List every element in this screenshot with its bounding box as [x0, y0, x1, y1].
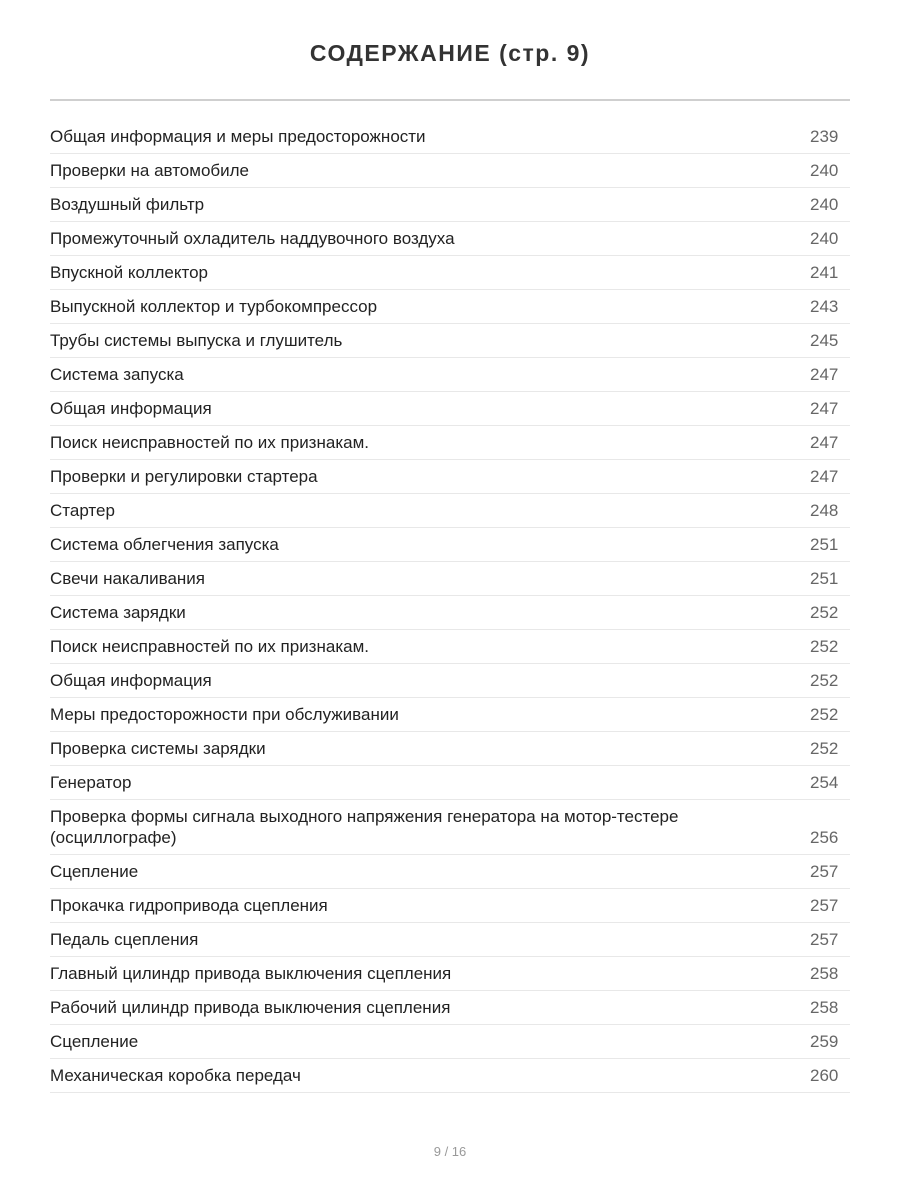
- toc-entry[interactable]: [50, 324, 850, 358]
- toc-entry[interactable]: [50, 494, 850, 528]
- toc-entry-title: Свечи накаливания: [50, 569, 205, 588]
- page-title: СОДЕРЖАНИЕ (стр. 9): [309, 40, 591, 66]
- toc-entry-title: Механическая коробка передач: [50, 1066, 301, 1085]
- toc-entry-title: Общая информация и меры предосторожности: [50, 127, 426, 146]
- toc-entry-title: Промежуточный охладитель наддувочного воздуха: [50, 229, 455, 248]
- toc-entry-title: Впускной коллектор: [50, 263, 208, 282]
- toc-entry-page: 257: [810, 930, 839, 949]
- toc-entry[interactable]: [50, 596, 850, 630]
- toc-entry[interactable]: [50, 460, 850, 494]
- toc-entry-page: 252: [810, 671, 839, 690]
- toc-entry-title: Общая информация: [50, 399, 212, 418]
- toc-entry[interactable]: [50, 698, 850, 732]
- toc-entry-page: 239: [810, 127, 839, 146]
- toc-entry[interactable]: [50, 154, 850, 188]
- toc-entry-title: Прокачка гидропривода сцепления: [50, 896, 328, 915]
- toc-entry-title: Поиск неисправностей по их признакам.: [50, 637, 369, 656]
- toc-list: [50, 120, 850, 1093]
- toc-entry-title: Система облегчения запуска: [50, 535, 279, 554]
- toc-entry-title: Меры предосторожности при обслуживании: [50, 705, 399, 724]
- toc-entry[interactable]: [50, 991, 850, 1025]
- toc-entry-title: Воздушный фильтр: [50, 195, 205, 214]
- toc-entry-page: 256: [810, 828, 839, 847]
- title-divider: [50, 99, 850, 101]
- toc-entry-page: 251: [810, 569, 839, 588]
- toc-entry-page: 257: [810, 862, 839, 881]
- toc-entry-title: Проверки и регулировки стартера: [50, 467, 318, 486]
- toc-entry[interactable]: [50, 855, 850, 889]
- toc-entry-title: Главный цилиндр привода выключения сцепления: [50, 964, 452, 983]
- toc-entry[interactable]: [50, 528, 850, 562]
- toc-entry[interactable]: [50, 392, 850, 426]
- toc-entry-page: 240: [810, 195, 839, 214]
- toc-entry-page: 248: [810, 501, 839, 520]
- toc-entry-page: 243: [810, 297, 839, 316]
- page-indicator: 9 / 16: [433, 1144, 467, 1159]
- toc-entry-page: 260: [810, 1066, 839, 1085]
- toc-entry-page: 240: [810, 229, 839, 248]
- toc-entry[interactable]: [50, 957, 850, 991]
- toc-entry-title: Система зарядки: [50, 603, 186, 622]
- toc-entry[interactable]: [50, 664, 850, 698]
- toc-entry-title: Стартер: [50, 501, 115, 520]
- toc-entry-page: 252: [810, 637, 839, 656]
- toc-entry-page: 257: [810, 896, 839, 915]
- toc-entry[interactable]: [50, 1025, 850, 1059]
- toc-entry-page: 259: [810, 1032, 839, 1051]
- toc-entry-title: Сцепление: [50, 862, 139, 881]
- toc-entry-title: Поиск неисправностей по их признакам.: [50, 433, 369, 452]
- toc-entry-page: 252: [810, 603, 839, 622]
- toc-entry[interactable]: [50, 923, 850, 957]
- toc-entry-page: 247: [810, 433, 839, 452]
- toc-entry[interactable]: [50, 630, 850, 664]
- toc-entry-page: 247: [810, 399, 839, 418]
- toc-entry-page: 245: [810, 331, 839, 350]
- toc-entry[interactable]: [50, 732, 850, 766]
- toc-entry[interactable]: [50, 1059, 850, 1093]
- toc-entry[interactable]: [50, 766, 850, 800]
- toc-entry[interactable]: [50, 562, 850, 596]
- toc-entry-title: Выпускной коллектор и турбокомпрессор: [50, 297, 378, 316]
- toc-entry-title: Трубы системы выпуска и глушитель: [50, 331, 343, 350]
- toc-entry-title: Система запуска: [50, 365, 184, 384]
- toc-entry-title: Проверка формы сигнала выходного напряжения генератора на мотор-тестере (осциллографе): [50, 807, 679, 847]
- toc-entry-title: Общая информация: [50, 671, 212, 690]
- toc-entry[interactable]: [50, 426, 850, 460]
- toc-entry-title: Педаль сцепления: [50, 930, 199, 949]
- toc-entry-title: Проверка системы зарядки: [50, 739, 266, 758]
- toc-entry[interactable]: [50, 188, 850, 222]
- toc-entry-title: Сцепление: [50, 1032, 139, 1051]
- toc-entry[interactable]: [50, 120, 850, 154]
- toc-entry-page: 251: [810, 535, 839, 554]
- toc-entry-page: 241: [810, 263, 839, 282]
- toc-entry-title: Проверки на автомобиле: [50, 161, 250, 180]
- toc-entry[interactable]: [50, 222, 850, 256]
- toc-entry-title: Генератор: [50, 773, 132, 792]
- toc-entry-title: Рабочий цилиндр привода выключения сцепления: [50, 998, 451, 1017]
- toc-entry[interactable]: [50, 800, 850, 855]
- toc-entry-page: 240: [810, 161, 839, 180]
- toc-entry-page: 258: [810, 964, 839, 983]
- toc-entry[interactable]: [50, 358, 850, 392]
- toc-entry-page: 252: [810, 739, 839, 758]
- toc-entry-page: 247: [810, 467, 839, 486]
- toc-entry-page: 258: [810, 998, 839, 1017]
- toc-entry[interactable]: [50, 889, 850, 923]
- toc-entry-page: 254: [810, 773, 839, 792]
- toc-entry[interactable]: [50, 256, 850, 290]
- toc-entry-page: 252: [810, 705, 839, 724]
- toc-entry-page: 247: [810, 365, 839, 384]
- toc-entry[interactable]: [50, 290, 850, 324]
